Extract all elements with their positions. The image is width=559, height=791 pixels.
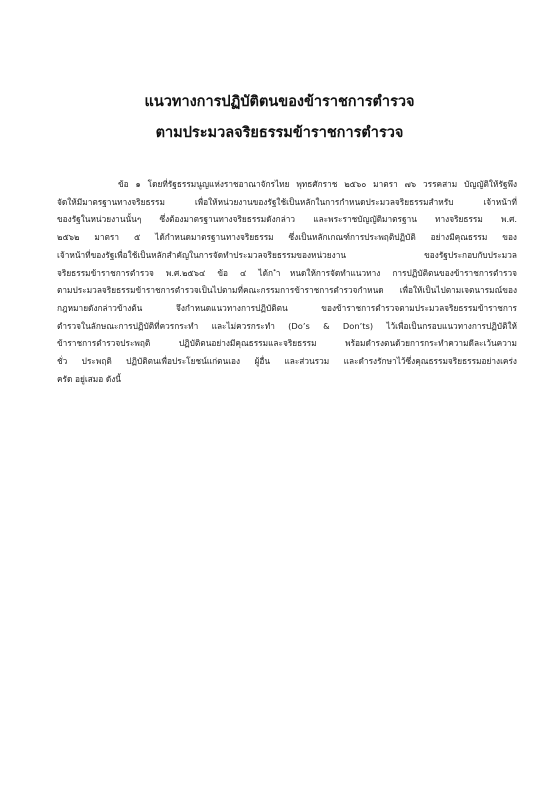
paragraph-line: ครัด อยู่เสมอ ดังนี้ [57, 373, 121, 384]
body-paragraph [57, 176, 517, 388]
paragraph-line: กฎหมายดังกล่าวข้างต้น จึงกำหนดแนวทางการปฏิบัติตน ของข้าราชการตำรวจตามประมวลจริยธรรมข้าราชการ [57, 302, 517, 313]
paragraph-line: ข้อ ๑ โดยที่รัฐธรรมนูญแห่งราชอาณาจักรไทย พุทธศักราช ๒๕๖๐ มาตรา ๗๖ วรรคสาม บัญญัติให้รัฐพึง [118, 179, 517, 189]
paragraph-line: ตำรวจในลักษณะการปฏิบัติที่ควรกระทำ และไม่ควรกระทำ (Do’s & Don’ts) ไว้เพื่อเป็นกรอบแนวทางการปฏิบัติให้ [57, 320, 517, 331]
paragraph-line: ตามประมวลจริยธรรมข้าราชการตำรวจเป็นไปตามที่คณะกรรมการข้าราชการตำรวจกำหนด เพื่อให้เป็นไปตามเจตนารมณ์ของ [57, 285, 517, 296]
paragraph-line: ชั่ว ประพฤติ ปฏิบัติตนเพื่อประโยชน์แก่ตนเอง ผู้อื่น และส่วนรวม และดำรงรักษาไว้ซึ่งคุณธรรมจริยธรรมอย่างเคร่ง [57, 356, 517, 367]
document-title-line-2: ตามประมวลจริยธรรมข้าราชการตำรวจ [155, 125, 404, 141]
document-title-line-1: แนวทางการปฏิบัติตนของข้าราชการตำรวจ [144, 94, 415, 110]
paragraph-line: เจ้าหน้าที่ของรัฐเพื่อใช้เป็นหลักสำคัญในการจัดทำประมวลจริยธรรมของหน่วยงาน ของรัฐประกอบกับประมวล [57, 249, 517, 260]
paragraph-line: จัดให้มีมาตรฐานทางจริยธรรม เพื่อให้หน่วยงานของรัฐใช้เป็นหลักในการกำหนดประมวลจริยธรรมสำหรับ เจ้าหน้าที่ [57, 196, 517, 207]
paragraph-line: ข้าราชการตำรวจประพฤติ ปฏิบัติตนอย่างมีคุณธรรมและจริยธรรม พร้อมดำรงตนด้วยการกระทำความดีละเว้นความ [57, 338, 517, 349]
paragraph-line: จริยธรรมข้าราชการตำรวจ พ.ศ.๒๕๖๔ ข้อ ๔ ได้ก ำหนดให้การจัดทำแนวทาง การปฏิบัติตนของข้าราชการตำรวจ [57, 267, 517, 278]
paragraph-line: ๒๕๖๒ มาตรา ๕ ได้กำหนดมาตรฐานทางจริยธรรม ซึ่งเป็นหลักเกณฑ์การประพฤติปฏิบัติ อย่างมีคุณธรรม ของ [57, 232, 517, 243]
paragraph-line: ของรัฐในหน่วยงานนั้นๆ ซึ่งต้องมาตรฐานทางจริยธรรมดังกล่าว และพระราชบัญญัติมาตรฐาน ทางจริยธรรม พ.ศ. [57, 214, 517, 225]
